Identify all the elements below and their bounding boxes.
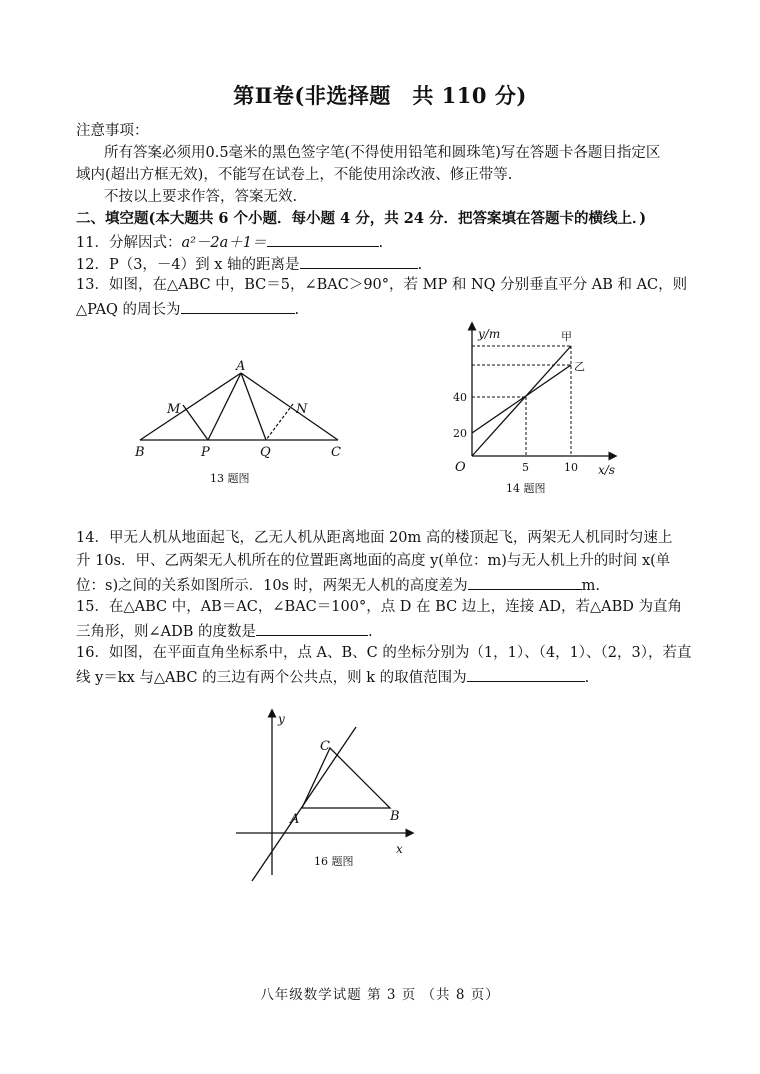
fig13-label-a: A (236, 359, 246, 374)
q12-prefix: 12． (76, 257, 109, 273)
question-16-line-1: 16．如图，在平面直角坐标系中，点 A、B、C 的坐标分别为（1，1）、（4，1）、（2，3），若直 (76, 645, 692, 661)
q15-answer-blank (256, 620, 368, 636)
figure-16 (228, 705, 418, 885)
figure-14 (448, 318, 628, 498)
q13-suffix: . (294, 302, 300, 318)
q14-answer-blank (468, 574, 582, 590)
question-14-line-2: 升 10s．甲、乙两架无人机所在的位置距离地面的高度 y(单位：m)与无人机上升的时间 x(单 (76, 553, 671, 569)
fig14-series-yi: 乙 (574, 360, 585, 373)
q15-suffix: . (368, 624, 373, 640)
fig14-origin: O (455, 460, 466, 475)
q12-expr: P（3，－4）到 x 轴的距离是 (108, 257, 300, 273)
fig14-line-jia (472, 346, 571, 456)
fig13-caption: 13 题图 (210, 472, 250, 485)
fig13-label-q: Q (260, 445, 271, 460)
fig13-side-ac (241, 373, 338, 440)
question-15-line-1: 15．在△ABC 中，AB＝AC，∠BAC＝100°，点 D 在 BC 边上，连接 AD，若△ABD 为直角 (76, 599, 682, 615)
question-14-line-1: 14．甲无人机从地面起飞，乙无人机从距离地面 20m 高的楼顶起飞，两架无人机同时匀速上 (76, 530, 673, 546)
q13-answer-blank (181, 298, 295, 314)
q11-answer-blank (267, 231, 379, 247)
q14-suffix: m. (581, 578, 600, 594)
fig16-x-axis-label: x (396, 842, 403, 856)
fig13-label-p: P (201, 445, 210, 460)
fig16-label-c: C (320, 739, 330, 754)
fig14-series-jia: 甲 (561, 330, 572, 343)
q11-suffix: . (378, 235, 384, 251)
fig16-label-b: B (390, 809, 400, 824)
question-16-line-2 (76, 666, 589, 688)
fig14-x-tick-10: 10 (564, 461, 578, 474)
fig16-y-axis-label: y (278, 712, 285, 726)
fig13-bisector-nq (266, 404, 293, 440)
question-12 (76, 253, 422, 275)
question-13-line-1: 13．如图，在△ABC 中，BC＝5，∠BAC＞90°，若 MP 和 NQ 分别垂直平分 AB 和 AC，则 (76, 277, 688, 293)
fig13-bisector-mp (183, 405, 208, 440)
figure-13 (128, 355, 358, 490)
q11-prefix: 11．分解因式： (76, 235, 182, 251)
fig14-y-axis-label: y/m (478, 327, 501, 341)
q13-line-2-text: △PAQ 的周长为 (76, 302, 181, 318)
question-15-line-2 (76, 620, 373, 642)
section-2-heading: 二、填空题(本大题共 6 个小题．每小题 4 分，共 24 分．把答案填在答题卡的横线上．) (76, 210, 647, 227)
fig16-caption: 16 题图 (314, 855, 354, 868)
q11-expr: a²－2a＋1＝ (181, 235, 267, 251)
question-11 (76, 231, 383, 253)
q16-line-2-text: 线 y＝kx 与△ABC 的三边有两个公共点，则 k 的取值范围为 (76, 670, 467, 686)
q15-line-2-text: 三角形，则∠ADB 的度数是 (76, 624, 257, 640)
fig13-label-n: N (296, 402, 308, 417)
fig13-side-ab (140, 373, 241, 440)
fig14-caption: 14 题图 (506, 482, 546, 495)
fig14-x-tick-5: 5 (522, 461, 529, 474)
q12-answer-blank (300, 253, 418, 269)
question-14-line-3 (76, 574, 600, 596)
fig14-y-tick-20: 20 (453, 427, 467, 440)
page-footer: 八年级数学试题 第 3 页 （共 8 页） (260, 987, 500, 1003)
fig13-segment-aq (241, 373, 266, 440)
notice-line-1: 所有答案必须用0.5毫米的黑色签字笔(不得使用铅笔和圆珠笔)写在答题卡各题目指定区 (104, 145, 661, 161)
q14-line-3-text: 位：s)之间的关系如图所示．10s 时，两架无人机的高度差为 (76, 578, 468, 594)
fig14-y-tick-40: 40 (453, 391, 467, 404)
fig13-label-c: C (331, 445, 341, 460)
page-title: 第Ⅱ卷(非选择题 共 110 分) (233, 83, 527, 108)
notice-heading: 注意事项： (76, 123, 149, 139)
fig13-label-b: B (135, 445, 145, 460)
fig13-label-m: M (167, 402, 181, 417)
q16-suffix: . (584, 670, 590, 686)
fig16-triangle-abc (302, 748, 390, 808)
q12-suffix: . (417, 257, 423, 273)
fig13-segment-ap (208, 373, 241, 440)
fig14-x-axis-label: x/s (598, 463, 615, 477)
notice-line-2: 域内(超出方框无效)，不能写在试卷上，不能使用涂改液、修正带等. (76, 167, 513, 183)
fig14-line-yi (472, 365, 571, 433)
notice-line-3: 不按以上要求作答，答案无效. (104, 189, 298, 205)
q16-answer-blank (467, 666, 585, 682)
question-13-line-2 (76, 298, 299, 320)
fig16-label-a: A (290, 812, 300, 827)
